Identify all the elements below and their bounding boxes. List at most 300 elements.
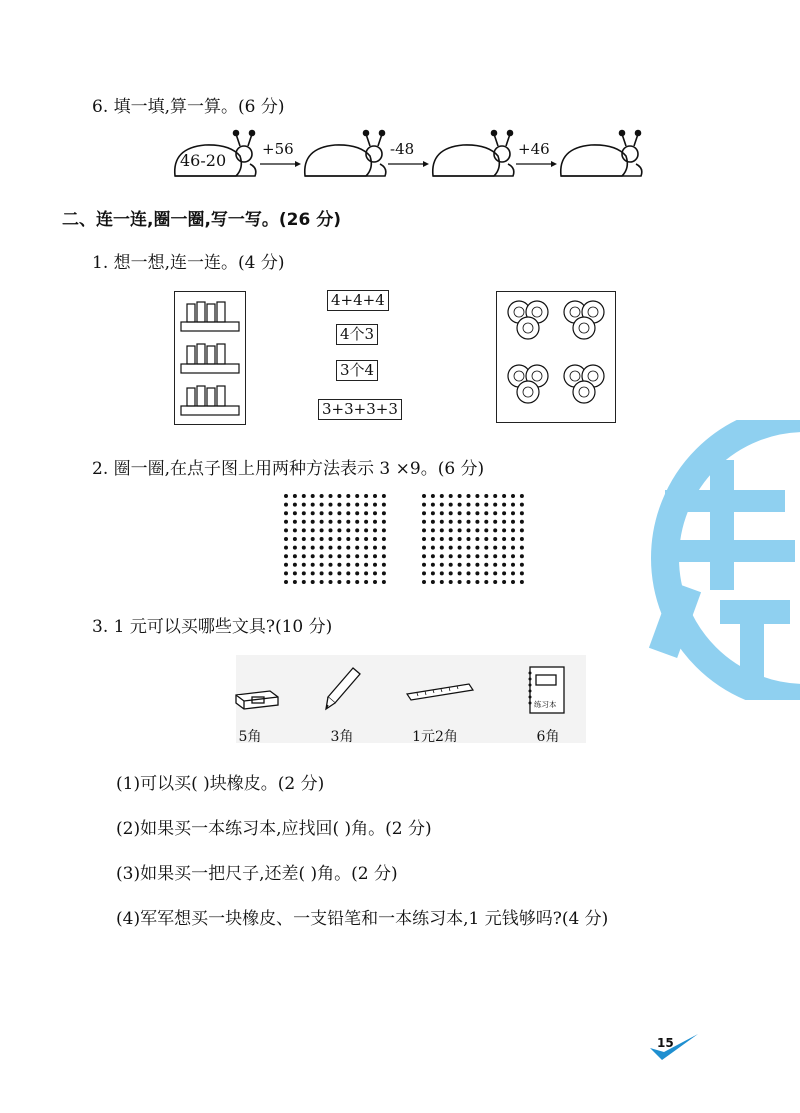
dot[interactable] [440,503,444,507]
dot[interactable] [337,580,341,584]
dot[interactable] [373,563,377,567]
dot[interactable] [329,528,333,532]
dot[interactable] [475,563,479,567]
dot[interactable] [346,494,350,498]
dot[interactable] [475,503,479,507]
dot[interactable] [467,554,471,558]
dot[interactable] [458,571,462,575]
dot[interactable] [311,546,315,550]
cup-tray-3 [181,386,239,415]
dot[interactable] [355,563,359,567]
dot[interactable] [364,563,368,567]
dot[interactable] [382,537,386,541]
dot[interactable] [431,563,435,567]
dot[interactable] [502,494,506,498]
dot[interactable] [337,537,341,541]
dot[interactable] [320,580,324,584]
notebook-icon [526,665,568,717]
dot[interactable] [493,571,497,575]
snail-4 [561,131,642,177]
dot[interactable] [449,520,453,524]
dot[interactable] [364,571,368,575]
dot[interactable] [431,494,435,498]
dot[interactable] [337,503,341,507]
cup-tray-2 [181,344,239,373]
dot[interactable] [337,554,341,558]
dot[interactable] [311,580,315,584]
dot[interactable] [311,528,315,532]
dot[interactable] [293,511,297,515]
ruler-icon [405,680,475,702]
dot[interactable] [346,528,350,532]
dot[interactable] [364,554,368,558]
dot[interactable] [346,520,350,524]
dot[interactable] [440,520,444,524]
dot[interactable] [320,563,324,567]
dot[interactable] [302,537,306,541]
dot[interactable] [302,494,306,498]
dot[interactable] [364,494,368,498]
dot[interactable] [493,528,497,532]
dot[interactable] [511,494,515,498]
dot[interactable] [458,537,462,541]
dot[interactable] [440,528,444,532]
dot[interactable] [337,571,341,575]
dot[interactable] [458,554,462,558]
dot[interactable] [293,554,297,558]
dot[interactable] [493,494,497,498]
dot[interactable] [484,528,488,532]
dot[interactable] [484,554,488,558]
dot[interactable] [302,546,306,550]
dot[interactable] [382,546,386,550]
dot[interactable] [458,563,462,567]
dot[interactable] [422,571,426,575]
dot[interactable] [511,511,515,515]
dot[interactable] [493,580,497,584]
dot[interactable] [373,554,377,558]
dot[interactable] [382,520,386,524]
dot[interactable] [502,503,506,507]
dot[interactable] [364,580,368,584]
dot[interactable] [293,537,297,541]
dot[interactable] [355,528,359,532]
dot[interactable] [355,554,359,558]
dot[interactable] [337,494,341,498]
dot[interactable] [293,546,297,550]
dot[interactable] [440,546,444,550]
dot[interactable] [431,546,435,550]
dot[interactable] [502,563,506,567]
dot[interactable] [520,571,524,575]
dot[interactable] [311,554,315,558]
dot[interactable] [355,537,359,541]
dot[interactable] [511,528,515,532]
dot[interactable] [520,511,524,515]
dot[interactable] [449,563,453,567]
notebook-cover-label: 练习本 [534,700,557,709]
dot[interactable] [382,503,386,507]
dot[interactable] [422,563,426,567]
dot[interactable] [520,546,524,550]
dot[interactable] [373,571,377,575]
dot[interactable] [337,563,341,567]
dot[interactable] [320,520,324,524]
dot[interactable] [440,537,444,541]
dot[interactable] [337,511,341,515]
dot[interactable] [382,580,386,584]
op-2: -48 [390,140,415,158]
dot[interactable] [475,528,479,532]
dot[interactable] [329,571,333,575]
dot[interactable] [511,503,515,507]
dot[interactable] [440,563,444,567]
dot[interactable] [293,528,297,532]
dot[interactable] [284,503,288,507]
dot[interactable] [431,528,435,532]
dot[interactable] [493,511,497,515]
dot[interactable] [355,503,359,507]
dot[interactable] [293,571,297,575]
dot[interactable] [431,520,435,524]
dot[interactable] [493,503,497,507]
dot[interactable] [422,528,426,532]
dot[interactable] [484,503,488,507]
dot[interactable] [284,554,288,558]
dot[interactable] [320,511,324,515]
dot[interactable] [302,580,306,584]
dot[interactable] [373,520,377,524]
dot[interactable] [382,563,386,567]
dot[interactable] [467,580,471,584]
dot[interactable] [337,520,341,524]
cup-tray-1 [181,302,239,331]
dot[interactable] [382,554,386,558]
dot[interactable] [440,554,444,558]
dot[interactable] [382,494,386,498]
dot[interactable] [449,503,453,507]
q1-title: 1. 想一想,连一连。(4 分) [92,253,285,273]
dot[interactable] [355,511,359,515]
q6-title: 6. 填一填,算一算。(6 分) [92,97,285,117]
dot[interactable] [355,520,359,524]
dot[interactable] [284,520,288,524]
dot[interactable] [511,580,515,584]
snail-chain [170,128,650,188]
dot[interactable] [520,554,524,558]
dot[interactable] [458,503,462,507]
dot[interactable] [337,528,341,532]
dot[interactable] [364,546,368,550]
dot[interactable] [467,537,471,541]
dot[interactable] [329,520,333,524]
dot[interactable] [484,571,488,575]
dot[interactable] [458,520,462,524]
dot[interactable] [467,563,471,567]
dot[interactable] [337,546,341,550]
dot[interactable] [382,528,386,532]
dot-grid-left[interactable] [283,493,387,585]
price-ruler: 1元2角 [412,729,458,745]
dot[interactable] [467,546,471,550]
dot[interactable] [467,520,471,524]
cups-picture [174,291,246,425]
dot[interactable] [346,563,350,567]
dot[interactable] [373,580,377,584]
dot[interactable] [293,494,297,498]
watermark-stamp [600,420,800,700]
q2-title: 2. 圈一圈,在点子图上用两种方法表示 3 ×9。(6 分) [92,459,485,479]
dot[interactable] [493,563,497,567]
dot[interactable] [475,511,479,515]
dot[interactable] [520,494,524,498]
dot[interactable] [329,580,333,584]
q3-sub-3[interactable]: (3)如果买一把尺子,还差( )角。(2 分) [116,864,398,884]
dot[interactable] [346,537,350,541]
dot[interactable] [284,563,288,567]
dot[interactable] [302,554,306,558]
dot[interactable] [511,563,515,567]
dot[interactable] [511,571,515,575]
dot[interactable] [329,503,333,507]
dot[interactable] [284,528,288,532]
dot[interactable] [422,503,426,507]
dot[interactable] [284,580,288,584]
dot[interactable] [449,528,453,532]
dot[interactable] [346,554,350,558]
dot[interactable] [475,571,479,575]
dot[interactable] [311,571,315,575]
dot[interactable] [329,554,333,558]
dot[interactable] [364,537,368,541]
dot[interactable] [311,537,315,541]
dot[interactable] [431,511,435,515]
dot[interactable] [511,537,515,541]
dot[interactable] [373,537,377,541]
dot[interactable] [431,503,435,507]
dot[interactable] [484,563,488,567]
dot[interactable] [302,503,306,507]
op-3: +46 [518,140,550,158]
dot[interactable] [484,511,488,515]
dot[interactable] [311,503,315,507]
dot[interactable] [458,528,462,532]
dot[interactable] [458,580,462,584]
dot[interactable] [458,546,462,550]
dot[interactable] [449,511,453,515]
dot[interactable] [329,494,333,498]
dot[interactable] [449,537,453,541]
dot[interactable] [355,580,359,584]
dot[interactable] [484,494,488,498]
q3-sub-4[interactable]: (4)军军想买一块橡皮、一支铅笔和一本练习本,1 元钱够吗?(4 分) [116,909,609,929]
dot[interactable] [511,546,515,550]
dot-grid-right[interactable] [421,493,525,585]
dot[interactable] [484,546,488,550]
checkmark-icon [648,1030,700,1064]
snail-1-expression: 46-20 [180,151,227,170]
dot[interactable] [302,571,306,575]
dot[interactable] [284,571,288,575]
dot[interactable] [502,511,506,515]
dot[interactable] [302,563,306,567]
dot[interactable] [311,511,315,515]
price-notebook: 6角 [536,729,560,745]
dot[interactable] [431,580,435,584]
dot[interactable] [373,503,377,507]
dot[interactable] [502,520,506,524]
dot[interactable] [467,571,471,575]
dot[interactable] [502,546,506,550]
snail-3 [433,131,514,177]
dot[interactable] [493,520,497,524]
dot[interactable] [502,571,506,575]
dot[interactable] [511,520,515,524]
dot[interactable] [302,520,306,524]
dot[interactable] [520,580,524,584]
dot[interactable] [346,546,350,550]
dot[interactable] [320,537,324,541]
dot[interactable] [293,503,297,507]
dot[interactable] [422,511,426,515]
dot[interactable] [355,546,359,550]
dot[interactable] [311,520,315,524]
dot[interactable] [502,580,506,584]
dot[interactable] [440,571,444,575]
dot[interactable] [373,546,377,550]
dot[interactable] [284,494,288,498]
q3-sub-2[interactable]: (2)如果买一本练习本,应找回( )角。(2 分) [116,819,432,839]
dot[interactable] [440,580,444,584]
dot[interactable] [484,537,488,541]
dot[interactable] [373,528,377,532]
q3-sub-1[interactable]: (1)可以买( )块橡皮。(2 分) [116,774,325,794]
dot[interactable] [382,511,386,515]
dot[interactable] [320,494,324,498]
match-box-2[interactable]: 4个3 [336,324,378,345]
dot[interactable] [475,546,479,550]
dot[interactable] [431,537,435,541]
dot[interactable] [502,537,506,541]
dot[interactable] [520,503,524,507]
section-2-title: 二、连一连,圈一圈,写一写。(26 分) [62,210,342,230]
dot[interactable] [302,511,306,515]
dot[interactable] [467,503,471,507]
dot[interactable] [346,580,350,584]
dot[interactable] [329,563,333,567]
dot[interactable] [449,580,453,584]
wheels-picture [496,291,616,423]
dot[interactable] [329,546,333,550]
pencil-icon [323,665,363,713]
dot[interactable] [431,554,435,558]
eraser-icon [232,683,282,713]
dot[interactable] [346,571,350,575]
dot[interactable] [320,571,324,575]
dot[interactable] [346,503,350,507]
dot[interactable] [311,494,315,498]
dot[interactable] [449,554,453,558]
dot[interactable] [284,511,288,515]
q3-title: 3. 1 元可以买哪些文具?(10 分) [92,617,333,637]
dot[interactable] [302,528,306,532]
dot[interactable] [449,546,453,550]
page-number: 15 [657,1036,674,1050]
dot[interactable] [355,494,359,498]
match-box-4[interactable]: 3+3+3+3 [318,399,402,420]
dot[interactable] [382,571,386,575]
match-box-1[interactable]: 4+4+4 [327,290,389,311]
dot[interactable] [320,554,324,558]
dot[interactable] [364,520,368,524]
dot[interactable] [293,580,297,584]
dot[interactable] [467,494,471,498]
dot[interactable] [364,511,368,515]
dot[interactable] [475,554,479,558]
dot[interactable] [493,554,497,558]
dot[interactable] [422,546,426,550]
dot[interactable] [364,528,368,532]
dot[interactable] [422,494,426,498]
dot[interactable] [475,580,479,584]
dot[interactable] [422,537,426,541]
dot[interactable] [502,528,506,532]
dot[interactable] [329,511,333,515]
dot[interactable] [311,563,315,567]
dot[interactable] [422,580,426,584]
dot[interactable] [449,494,453,498]
dot[interactable] [493,537,497,541]
dot[interactable] [502,554,506,558]
match-box-3[interactable]: 3个4 [336,360,378,381]
dot[interactable] [293,520,297,524]
dot[interactable] [320,546,324,550]
dot[interactable] [467,511,471,515]
dot[interactable] [373,494,377,498]
dot[interactable] [431,571,435,575]
dot[interactable] [440,494,444,498]
dot[interactable] [520,520,524,524]
dot[interactable] [440,511,444,515]
dot[interactable] [320,528,324,532]
dot[interactable] [475,520,479,524]
dot[interactable] [422,554,426,558]
dot[interactable] [511,554,515,558]
dot[interactable] [284,537,288,541]
dot[interactable] [493,546,497,550]
dot[interactable] [449,571,453,575]
dot[interactable] [475,537,479,541]
dot[interactable] [422,520,426,524]
dot[interactable] [484,520,488,524]
dot[interactable] [458,494,462,498]
dot[interactable] [475,494,479,498]
dot[interactable] [520,537,524,541]
dot[interactable] [320,503,324,507]
dot[interactable] [284,546,288,550]
dot[interactable] [364,503,368,507]
dot[interactable] [293,563,297,567]
dot[interactable] [346,511,350,515]
dot[interactable] [355,571,359,575]
dot[interactable] [458,511,462,515]
dot[interactable] [484,580,488,584]
dot[interactable] [520,528,524,532]
dot[interactable] [467,528,471,532]
dot[interactable] [520,563,524,567]
dot[interactable] [373,511,377,515]
dot[interactable] [329,537,333,541]
